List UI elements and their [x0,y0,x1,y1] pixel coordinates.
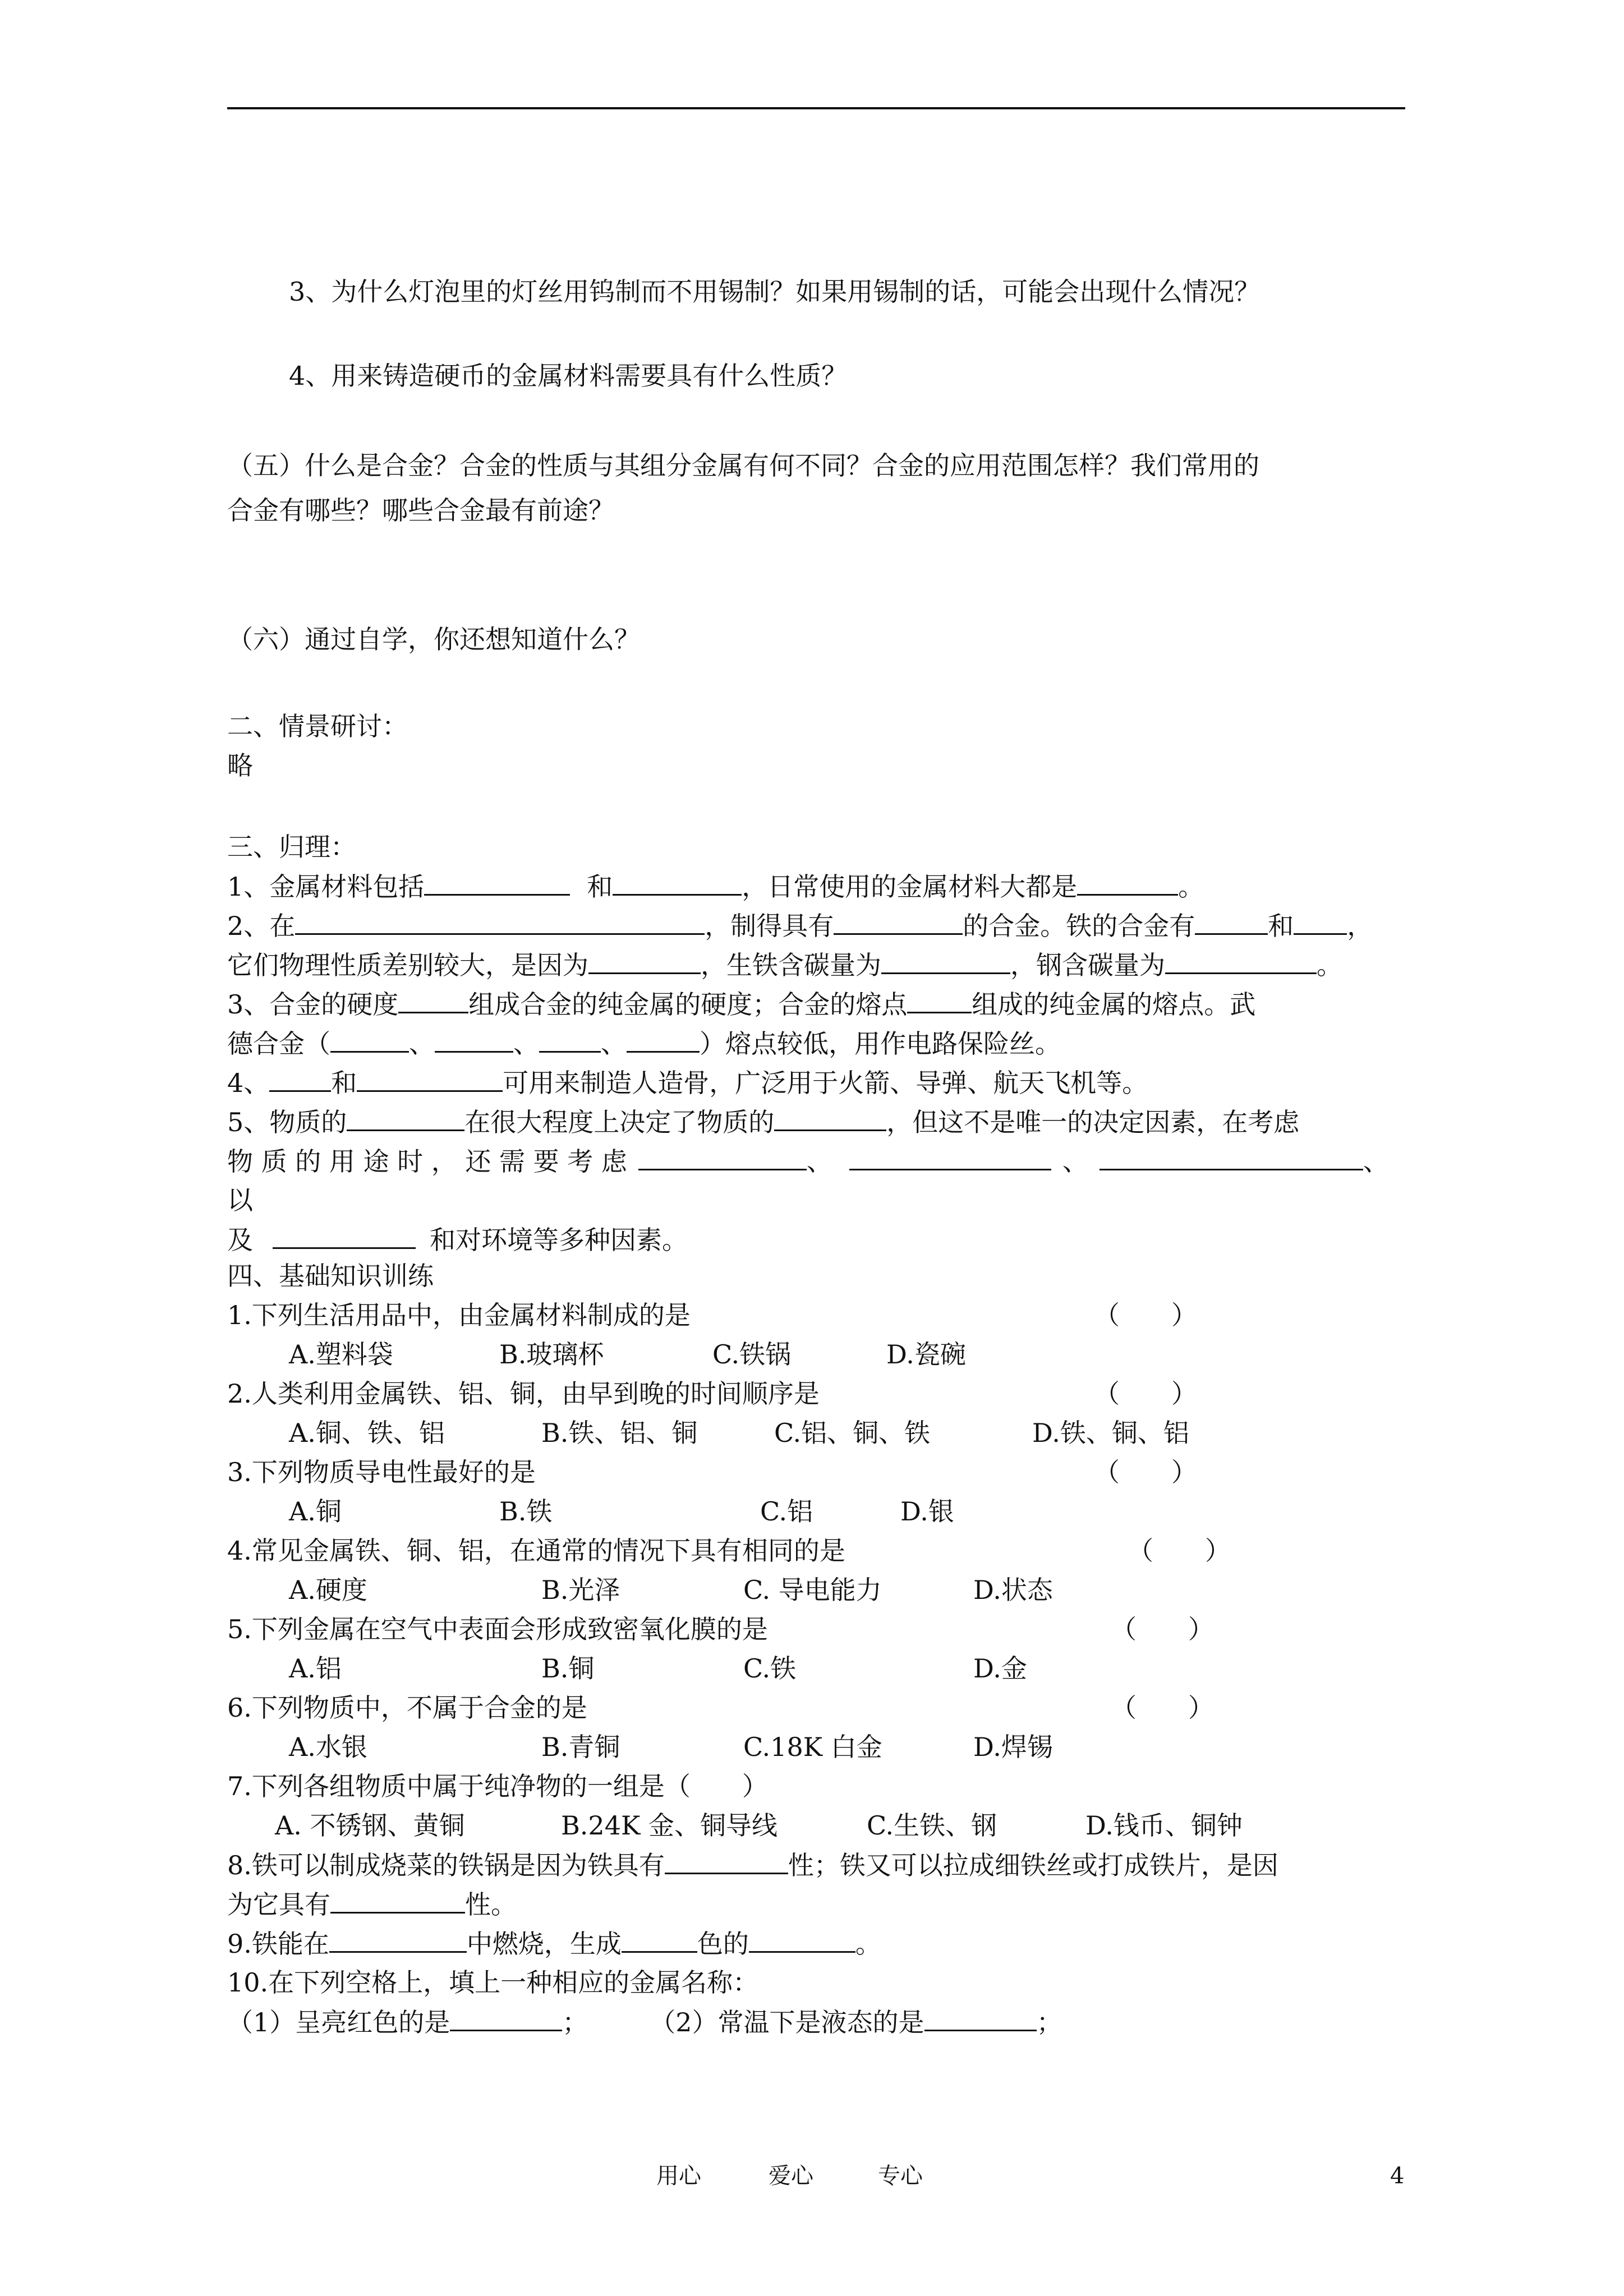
text: （1）呈亮红色的是 [227,2007,450,2037]
option-b: B.光泽 [541,1575,620,1605]
text: 和 [587,872,613,902]
fill-question-8 [227,1848,1278,1882]
text: 性；铁又可以拉成细铁丝或打成铁片，是因 [788,1850,1278,1880]
blank[interactable] [1294,909,1347,935]
fill-question-8-cont [227,1887,517,1921]
text: 8.铁可以制成烧菜的铁锅是因为铁具有 [227,1850,665,1880]
blank[interactable] [357,1066,503,1092]
blank[interactable] [539,1026,601,1053]
text: ，钢含碳量为 [1010,950,1165,980]
separator: 、 [806,1146,832,1177]
text: 组成合金的纯金属的硬度；合金的熔点 [468,989,908,1020]
option-a: A.水银 [289,1732,367,1762]
option-c: C.铁 [743,1653,797,1684]
answer-paren-1[interactable]: （ ） [1094,1300,1197,1330]
fill-question-10: 10.在下列空格上，填上一种相应的金属名称： [227,1967,759,1998]
text: 在很大程度上决定了物质的 [464,1107,775,1137]
section-5-line-2: 合金有哪些？哪些合金最有前途？ [227,495,614,525]
question-4: 4、用来铸造硬币的金属材料需要具有什么性质？ [289,361,848,391]
mc-question-7: 7.下列各组物质中属于纯净物的一组是（ ） [227,1771,768,1801]
blank[interactable] [665,1848,788,1874]
blank[interactable] [424,869,570,896]
text: 和 [1268,911,1294,941]
blank[interactable] [924,2005,1037,2031]
blank[interactable] [749,1926,855,1953]
separator: 、 [409,1029,435,1059]
blank[interactable] [849,1144,1051,1170]
blank[interactable] [269,1066,331,1092]
separator: 、 [1062,1146,1088,1177]
mc-question-4: 4.常见金属铁、铜、铝，在通常的情况下具有相同的是 [227,1536,845,1566]
text: 1、金属材料包括 [227,872,425,902]
text: ，但这不是唯一的决定因素，在考虑 [886,1107,1300,1137]
option-d: D.铁、铜、铝 [1032,1418,1189,1448]
option-c: C.18K 白金 [743,1732,882,1762]
blank[interactable] [435,1026,513,1053]
separator: 、 [513,1029,539,1059]
option-b: B.青铜 [541,1732,620,1762]
text: ； [1036,2007,1062,2037]
option-d: D.银 [900,1496,954,1527]
option-d: D.状态 [973,1575,1053,1605]
footer-word: 专心 [878,2163,923,2189]
mc-question-5: 5.下列金属在空气中表面会形成致密氧化膜的是 [227,1614,768,1644]
blank[interactable] [622,1926,697,1953]
answer-paren-6[interactable]: （ ） [1111,1693,1214,1723]
text: ，制得具有 [705,911,834,941]
section-3-item-5-cont [227,1144,1389,1178]
blank[interactable] [329,1926,467,1953]
option-a: A.铝 [289,1653,342,1684]
option-c: C. 导电能力 [743,1575,882,1605]
option-c: C.生铁、钢 [867,1810,997,1841]
section-6: （六）通过自学，你还想知道什么？ [227,624,640,654]
blank[interactable] [1077,869,1178,896]
text: 和对环境等多种因素。 [430,1225,688,1255]
text: 可用来制造人造骨，广泛用于火箭、导弹、航天飞机等。 [503,1068,1148,1098]
text: 的合金。铁的合金有 [963,911,1195,941]
question-3: 3、为什么灯泡里的灯丝用钨制而不用锡制？如果用锡制的话，可能会出现什么情况？ [289,276,1260,307]
fill-question-9 [227,1926,881,1960]
blank[interactable] [588,948,701,974]
blank[interactable] [295,909,705,935]
mc-question-6: 6.下列物质中，不属于合金的是 [227,1693,587,1723]
blank[interactable] [330,1887,465,1914]
option-b: B.铜 [541,1653,595,1684]
text: 它们物理性质差别较大，是因为 [227,950,588,980]
blank[interactable] [613,869,742,896]
option-b: B.铁、铝、铜 [541,1418,698,1448]
footer-word: 用心 [656,2163,701,2189]
text: 3、合金的硬度 [227,989,399,1020]
answer-paren-5[interactable]: （ ） [1111,1614,1214,1644]
text: ，生铁含碳量为 [701,950,881,980]
blank[interactable] [330,1026,409,1053]
section-3-item-5 [227,1105,1299,1138]
section-3-item-1 [227,869,1204,903]
answer-paren-4[interactable]: （ ） [1128,1536,1231,1566]
section-3-title: 三、归理： [227,832,356,862]
option-b: B.24K 金、铜导线 [561,1810,778,1841]
text: 和 [331,1068,357,1098]
section-3-item-2 [227,909,1373,942]
text: ， [1347,911,1373,941]
option-d: D.金 [973,1653,1027,1684]
option-c: C.铁锅 [712,1339,792,1370]
section-3-item-2-cont [227,948,1342,981]
option-c: C.铝、铜、铁 [774,1418,931,1448]
text: ； [562,2007,588,2037]
option-a: A.硬度 [289,1575,367,1605]
option-a: A. 不锈钢、黄铜 [275,1810,465,1841]
text: 2、在 [227,911,296,941]
text: （2）常温下是液态的是 [650,2007,924,2037]
option-a: A.塑料袋 [289,1339,393,1370]
text: 为它具有 [227,1889,330,1920]
blank[interactable] [834,909,963,935]
blank[interactable] [1165,948,1317,974]
text: 及 [227,1225,253,1255]
blank[interactable] [881,948,1010,974]
text: 。 [1178,872,1204,902]
text: 5、物质的 [227,1107,347,1137]
blank[interactable] [1195,909,1268,935]
footer-word: 爱心 [769,2163,813,2189]
fill-question-10-parts [227,2005,1062,2039]
separator: 、 [601,1029,627,1059]
option-d: D.焊锡 [973,1732,1053,1762]
mc-question-2: 2.人类利用金属铁、铝、铜，由早到晚的时间顺序是 [227,1378,820,1409]
text: 中燃烧，生成 [466,1929,622,1959]
text: 。 [855,1929,881,1959]
text: ，日常使用的金属材料大都是 [742,872,1078,902]
mc-question-1: 1.下列生活用品中，由金属材料制成的是 [227,1300,691,1330]
blank[interactable] [627,1026,700,1053]
page-number: 4 [1390,2163,1405,2189]
option-a: A.铜、铁、铝 [289,1418,445,1448]
section-3-item-4 [227,1066,1148,1099]
text: 4、 [227,1068,270,1098]
section-5-line-1: （五）什么是合金？合金的性质与其组分金属有何不同？合金的应用范围怎样？我们常用的 [227,450,1259,481]
blank[interactable] [347,1105,464,1131]
text: 组成的纯金属的熔点。武 [972,989,1256,1020]
section-4-title: 四、基础知识训练 [227,1261,434,1291]
text: 9.铁能在 [227,1929,329,1959]
separator: 、 [1363,1146,1389,1177]
mc-question-3: 3.下列物质导电性最好的是 [227,1457,536,1487]
text: 色的 [697,1929,749,1959]
section-3-item-5-cont-3 [227,1223,688,1256]
text: 物 质 的 用 途 时 ， 还 需 要 考 虑 [227,1146,627,1177]
blank[interactable] [907,987,972,1013]
text: 性。 [465,1889,517,1920]
text: 。 [1317,950,1342,980]
option-b: B.玻璃杯 [499,1339,604,1370]
section-3-item-5-cont-2: 以 [227,1185,253,1215]
blank[interactable] [273,1223,416,1249]
text: ）熔点较低，用作电路保险丝。 [700,1029,1061,1059]
blank[interactable] [450,2005,562,2031]
option-a: A.铜 [289,1496,342,1527]
answer-paren-3[interactable]: （ ） [1094,1457,1197,1487]
blank[interactable] [638,1144,807,1170]
text: 德合金（ [227,1029,330,1059]
option-d: D.瓷碗 [886,1339,966,1370]
option-b: B.铁 [499,1496,553,1527]
option-d: D.钱币、铜钟 [1085,1810,1243,1841]
section-2-body: 略 [227,750,253,781]
blank[interactable] [1099,1144,1363,1170]
section-3-item-3-cont [227,1026,1061,1060]
section-2-title: 二、情景研讨： [227,711,408,741]
blank[interactable] [398,987,468,1013]
blank[interactable] [774,1105,886,1131]
option-c: C.铝 [760,1496,813,1527]
section-3-item-3 [227,987,1255,1021]
answer-paren-2[interactable]: （ ） [1094,1378,1197,1409]
header-rule [227,107,1405,109]
